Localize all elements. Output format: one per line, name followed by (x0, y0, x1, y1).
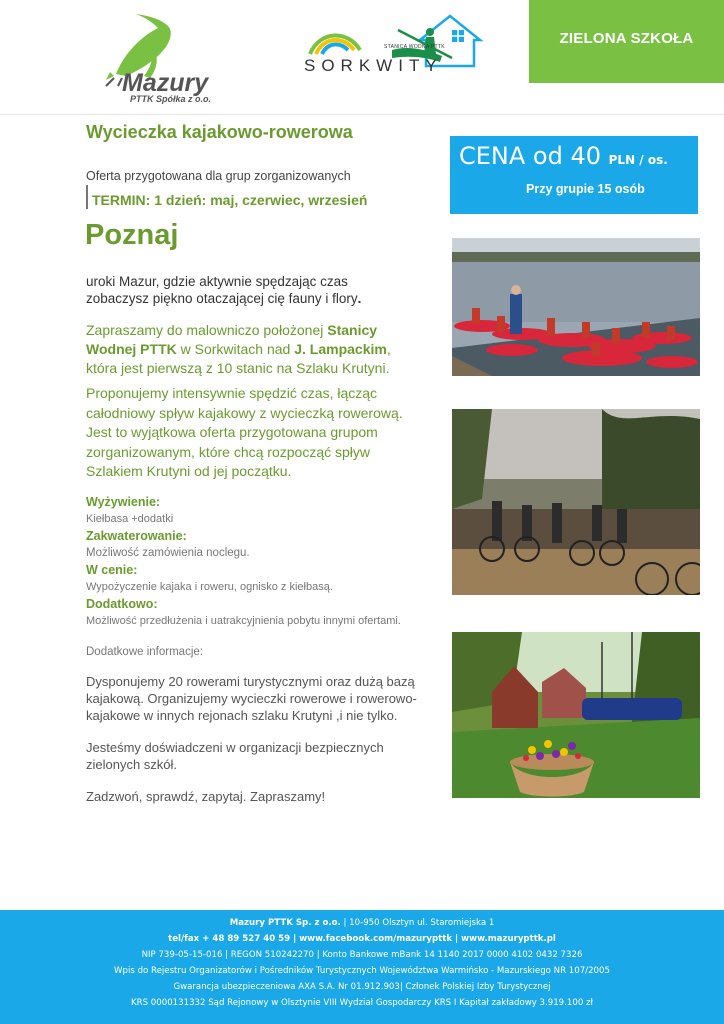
p1-d: w Sorkwitach nad (176, 341, 295, 357)
p2-line: Szlakiem Krutyni od jej początku. (86, 463, 292, 479)
stanica-sorkwity-logo (302, 10, 492, 82)
footer-line-1 (0, 918, 724, 928)
bike-photo (452, 409, 700, 595)
badge-label: ZIELONA SZKOŁA (559, 30, 694, 47)
p2-line: Proponujemy intensywnie spędzić czas, łącząc (86, 385, 378, 401)
p1-c: Wodnej PTTK (86, 341, 177, 357)
sorkwity-logo-name: SORKWITY (304, 56, 443, 75)
footer-register-entry: Wpis do Rejestru Organizatorów i Pośredników Turystycznych Województwa Warmińsko - Mazurskiego NR 107/2005 (114, 966, 610, 976)
detail-label: W cenie: (86, 563, 138, 577)
zielona-szkola-badge (529, 0, 724, 83)
footer-krs: KRS 0000131332 Sąd Rejonowy w Olsztynie VIII Wydział Gospodarczy KRS I Kapitał zakładowy 3.919.100 zł (131, 998, 593, 1008)
p3-line: kajakowe w innych rejonach szlaku Krutyni ,i nie tylko. (86, 708, 398, 723)
p1-b: Stanicy (327, 322, 378, 338)
detail-value: Kiełbasa +dodatki (86, 513, 174, 525)
detail-value: Możliwość zamówienia noclegu. (86, 547, 250, 559)
offer-subtitle: Oferta przygotowana dla grup zorganizowanych (86, 169, 351, 183)
p1-e: J. Lampackim (294, 341, 387, 357)
footer-contact: tel/fax + 48 89 527 40 59 | www.facebook.com/mazurypttk | www.mazurypttk.pl (168, 934, 556, 944)
stanica-paragraph (86, 321, 391, 378)
termin-bar (86, 185, 88, 209)
intro-line-1: uroki Mazur, gdzie aktywnie spędzając czas (86, 274, 348, 289)
p2-line: zorganizowanym, które chcą rozpocząć spływ (86, 443, 371, 460)
p1-g: która jest pierwszą z 10 stanic na Szlaku Krutyni. (86, 360, 390, 376)
detail-value: Możliwość przedłużenia i uatrakcyjnienia pobytu innymi ofertami. (86, 615, 401, 627)
footer-insurance: Gwarancja ubezpieczeniowa AXA S.A. Nr 01.912.903| Członek Polskiej Izby Turystycznej (173, 982, 551, 992)
mazury-logo-sub: PTTK Spółka z o.o. (130, 94, 212, 104)
kayak-photo (452, 238, 700, 376)
mazury-logo-name: Mazury (122, 69, 209, 97)
details-list (86, 494, 401, 630)
intro-dot: . (357, 291, 362, 306)
sorkwity-logo-small: STANICA WODNA PTTK (384, 44, 445, 50)
detail-label: Dodatkowo: (86, 597, 158, 611)
proponujemy-paragraph (86, 384, 403, 482)
p1-f: , (386, 341, 391, 357)
detail-label: Wyżywienie: (86, 495, 161, 509)
detail-value: Wypożyczenie kajaka i roweru, ognisko z kiełbasą. (86, 581, 333, 593)
doswiadczeni-paragraph (86, 739, 384, 773)
additional-info-label: Dodatkowe informacje: (86, 646, 203, 658)
footer-address: | 10-950 Olsztyn ul. Staromiejska 1 (340, 918, 495, 928)
offer-termin: TERMIN: 1 dzień: maj, czerwiec, wrzesień (92, 192, 368, 208)
footer-company: Mazury PTTK Sp. z o.o. (229, 918, 341, 928)
poznaj-heading: Poznaj (85, 219, 179, 251)
p3-line: kajakową. Organizujemy wycieczki rowerowe i rowerowo- (86, 691, 417, 706)
p1-a: Zapraszamy do malowniczo położonej (86, 322, 328, 338)
price-box (450, 136, 698, 214)
header-divider (0, 114, 724, 115)
price-value: CENA od 40 (459, 142, 609, 170)
footer-registry: NIP 739-05-15-016 | REGON 510242270 | Konto Bankowe mBank 14 1140 2017 0000 4102 0432 7326 (141, 950, 583, 960)
p4-line: zielonych szkół. (86, 757, 178, 772)
garden-playground-photo (452, 632, 700, 798)
price-sub: Przy grupie 15 osób (526, 182, 645, 196)
p3-line: Dysponujemy 20 rowerami turystycznymi oraz dużą bazą (86, 674, 415, 689)
mazury-pttk-logo (96, 14, 236, 106)
closing-line: Zadzwoń, sprawdź, zapytaj. Zapraszamy! (86, 789, 326, 804)
intro-paragraph (86, 273, 361, 307)
detail-label: Zakwaterowanie: (86, 529, 187, 543)
p2-line: Jest to wyjątkowa oferta przygotowana grupom (86, 424, 378, 440)
price-unit: PLN / os. (608, 153, 668, 167)
offer-title: Wycieczka kajakowo-rowerowa (86, 122, 353, 142)
dysponujemy-paragraph (86, 673, 436, 724)
intro-line-2: zobaczysz piękno otaczającej cię fauny i flory (86, 291, 358, 306)
p4-line: Jesteśmy doświadczeni w organizacji bezpiecznych (86, 740, 384, 755)
p2-line: całodniowy spływ kajakowy z wycieczką rowerową. (86, 404, 403, 421)
footer (0, 910, 724, 1024)
price-main (459, 142, 668, 170)
